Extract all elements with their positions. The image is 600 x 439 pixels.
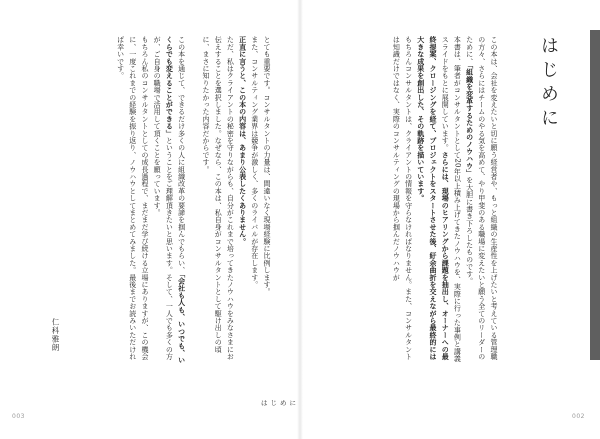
emphasis-text: 正直に言うと、この本の内容は、あまり公表したくありません。 [238,36,248,245]
running-footer-title: はじめに [261,399,299,407]
body-text: ということをご理解頂きたいと思います。そして、一人でも多くの方が、ご自身の職場で活用して頂くことを願っています。 もちろん私のコンサルタントとしての成長過程で、まだまだ学び続ける立場にありますが、この機会に、一度これまでの経験を振り返り、ノウハウとしてまとめてみました。最後までお読みいただければ幸いです。 [116,36,174,361]
left-body-text [103,36,273,366]
body-text: ただ、私はクライアントの秘密を守りながらも、自分がこれまで培ってきたノウハウをみなさまにお伝えすることを選択しました。なぜなら、この本は、私自身がコンサルタントとして駆け出しの頃に、まさに知りたかった内容だからです。 この本を通じて、できるだけ多くの人に組織改革の要諦を掴んでもらい、 [177,36,235,360]
body-text: 本書は、筆者がコンサルタントとして20年以上積み上げてきたノウハウを、実際に行った事例と講義スライドをもとに展開しています。 [441,36,462,363]
body-text: とても重要です。コンサルタントの力量は、間違いなく現場経験に比例します。 また、コンサルティング業界は競争が激しく、多くのライバルが存在します。 [250,36,271,296]
emphasis-text: 「組織を変革するためのノウハウ」 [465,64,475,177]
page-number-right: 002 [572,413,585,420]
body-text: もちろんコンサルタントは、クライアントの情報を守らなければなりません。また、コンサルタントは知識だけではなく、実際のコンサルティングの現場から掴んだノウハウが [392,36,413,360]
body-text: この本は、会社を変えたいと切に願う経営者や、もっと組織の生産性を上げたいと考えている管理職の方々、さらにはチームのやる気を高めて、やり甲斐のある職場に変えたいと願う全てのリーダーのために、 [465,36,498,360]
chapter-heading: はじめに [538,36,559,132]
emphasis-text: さらには、現場のヒアリングから課題を抽出し、オーナーへの最終提案、クロージングを経て、プロジェクトをスタートさせた後、紆余曲折を交えながら最終的には大きな成果を創出した、その軌跡を描いています。 [416,36,451,361]
body-text: を大胆に書き下ろしたものです。 [465,176,474,285]
emphasis-text: 「会社も人も、いつでも、いくらでも変えることができる」 [165,36,187,364]
chapter-tab-marker [590,30,600,360]
right-body-text [320,36,500,366]
author-signature: 仁科雅朗 [51,318,60,352]
page-number-left: 003 [12,413,25,420]
